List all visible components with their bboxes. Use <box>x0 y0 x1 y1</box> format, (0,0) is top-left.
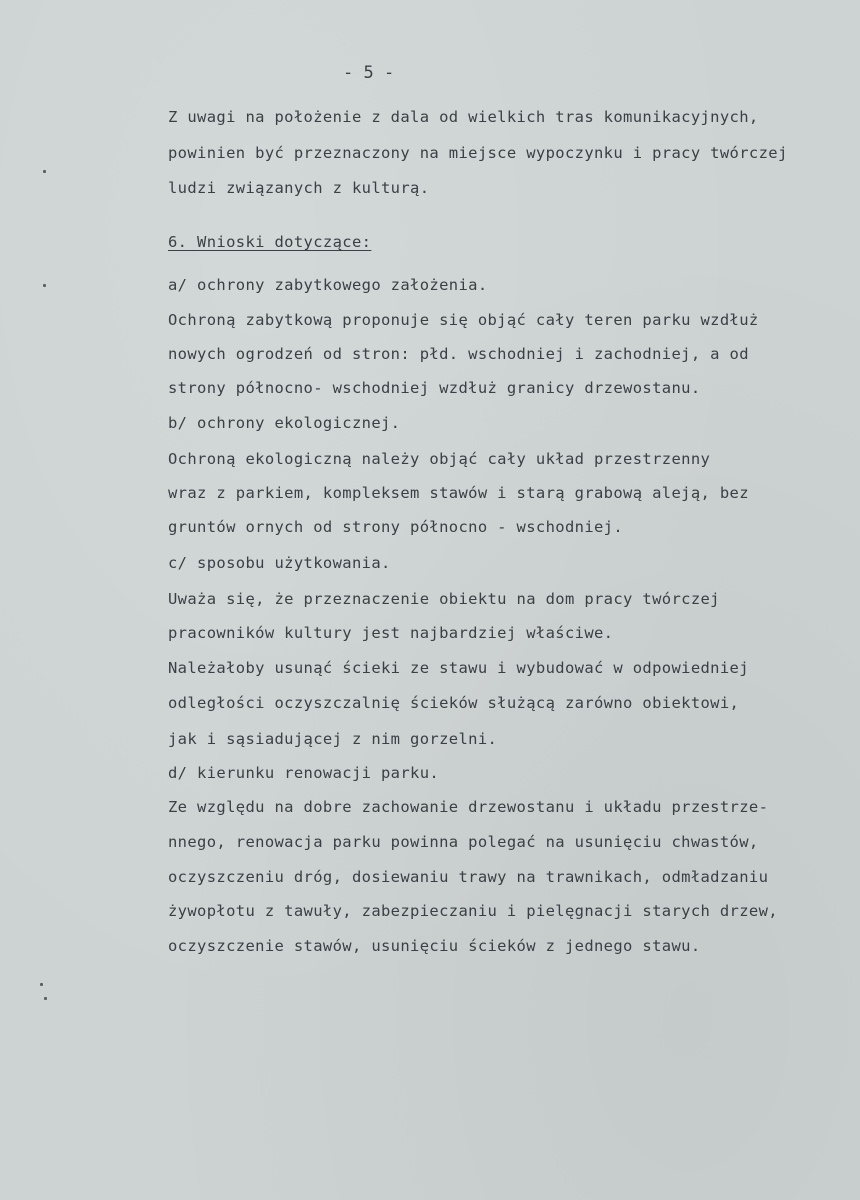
subsection-heading: b/ ochrony ekologicznej. <box>168 414 401 432</box>
binding-mark <box>40 983 43 986</box>
text-line: nnego, renowacja parku powinna polegać na usunięciu chwastów, <box>168 833 759 851</box>
text-line: Ze względu na dobre zachowanie drzewostanu i układu przestrze- <box>168 798 769 816</box>
text-line: Z uwagi na położenie z dala od wielkich tras komunikacyjnych, <box>168 108 759 126</box>
binding-mark <box>43 170 46 173</box>
text-line: powinien być przeznaczony na miejsce wypoczynku i pracy twórczej <box>168 144 788 162</box>
text-line: Uważa się, że przeznaczenie obiektu na dom pracy twórczej <box>168 590 720 608</box>
binding-mark <box>44 997 47 1000</box>
subsection-heading: c/ sposobu użytkowania. <box>168 554 391 572</box>
text-line: wraz z parkiem, kompleksem stawów i starą grabową aleją, bez <box>168 484 749 502</box>
text-line: żywopłotu z tawuły, zabezpieczaniu i pielęgnacji starych drzew, <box>168 902 778 920</box>
text-line: gruntów ornych od strony północno - wschodniej. <box>168 518 624 536</box>
subsection-heading: a/ ochrony zabytkowego założenia. <box>168 276 488 294</box>
text-line: ludzi związanych z kulturą. <box>168 179 430 197</box>
text-line: Ochroną zabytkową proponuje się objąć cały teren parku wzdłuż <box>168 311 759 329</box>
text-line: pracowników kultury jest najbardziej właściwe. <box>168 624 614 642</box>
subsection-heading: d/ kierunku renowacji parku. <box>168 764 440 782</box>
text-line: jak i sąsiadującej z nim gorzelni. <box>168 730 498 748</box>
text-line: nowych ogrodzeń od stron: płd. wschodniej i zachodniej, a od <box>168 345 749 363</box>
text-line: strony północno- wschodniej wzdłuż granicy drzewostanu. <box>168 379 701 397</box>
text-line: Ochroną ekologiczną należy objąć cały układ przestrzenny <box>168 450 711 468</box>
binding-mark <box>43 284 46 287</box>
page-number: - 5 - <box>343 63 395 83</box>
text-line: Należałoby usunąć ścieki ze stawu i wybudować w odpowiedniej <box>168 659 749 677</box>
text-line: oczyszczenie stawów, usunięciu ścieków z jednego stawu. <box>168 937 701 955</box>
text-line: odległości oczyszczalnię ścieków służącą zarówno obiektowi, <box>168 694 740 712</box>
section-heading: 6. Wnioski dotyczące: <box>168 233 372 251</box>
text-line: oczyszczeniu dróg, dosiewaniu trawy na trawnikach, odmładzaniu <box>168 868 769 886</box>
